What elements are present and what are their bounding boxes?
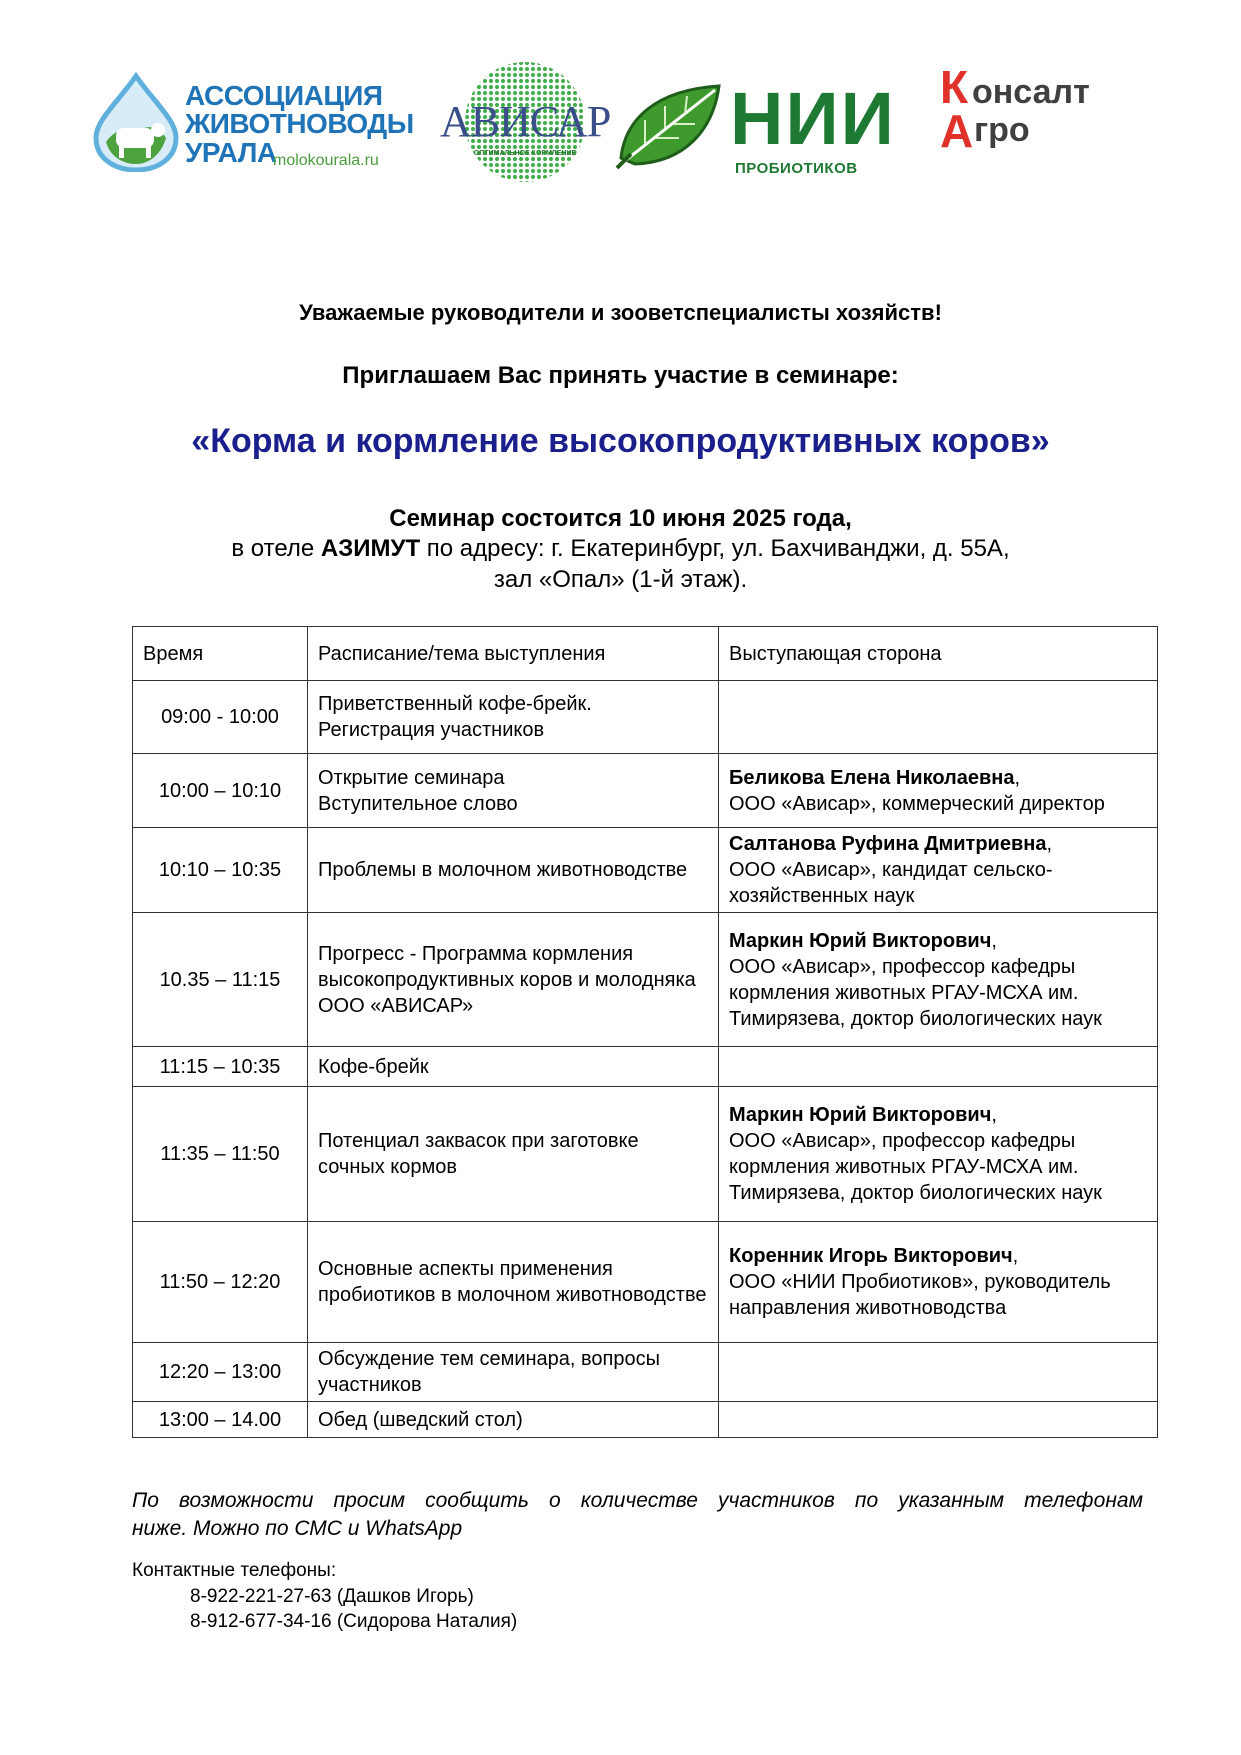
row-topic (308, 754, 719, 828)
avisar-wordmark: АВИСАР (440, 97, 611, 146)
speaker-name: Салтанова Руфина Дмитриевна (729, 833, 1047, 855)
header-speaker: Выступающая сторона (719, 627, 1158, 681)
row-time: 10:10 – 10:35 (133, 828, 308, 913)
table-row (133, 1047, 1158, 1087)
row-speaker (719, 1047, 1158, 1087)
table-row (133, 913, 1158, 1047)
row-topic: Обед (шведский стол) (308, 1402, 719, 1438)
speaker-info: ООО «Ависар», профессор кафедры кормления животных РГАУ-МСХА им. Тимирязева, доктор биологических наук (729, 955, 1102, 1030)
row-topic: Основные аспекты применения пробиотиков в молочном животноводстве (308, 1222, 719, 1343)
speaker-name: Маркин Юрий Викторович (729, 929, 992, 952)
nii-wordmark: НИИ (730, 77, 896, 160)
row-speaker: Коренник Игорь Викторович, ООО «НИИ Пробиотиков», руководитель направления животноводства (719, 1222, 1158, 1343)
association-logo (88, 72, 423, 172)
contact-phone: 8-922-221-27-63 (Дашков Игорь) (190, 1586, 474, 1607)
konsalt-rest: онсалт (972, 73, 1090, 111)
table-row (133, 754, 1158, 828)
topic-line: Вступительное слово (318, 792, 518, 815)
leaf-icon (615, 80, 725, 172)
contact-phone: 8-912-677-34-16 (Сидорова Наталия) (190, 1611, 518, 1632)
table-row (133, 681, 1158, 754)
topic-line: Приветственный кофе-брейк. (318, 693, 592, 715)
topic-line: Регистрация участников (318, 719, 545, 741)
hotel-name: АЗИМУТ (320, 535, 421, 562)
row-speaker (719, 1343, 1158, 1402)
row-topic: Прогресс - Программа кормления высокопродуктивных коров и молодняка ООО «АВИСАР» (308, 913, 719, 1047)
contacts-label: Контактные телефоны: (132, 1560, 337, 1581)
table-row (133, 1402, 1158, 1438)
agro-a: А (940, 105, 974, 157)
seminar-date: Семинар состоится 10 июня 2025 года, (389, 505, 852, 532)
seminar-address (0, 535, 1241, 563)
row-topic: Потенциал заквасок при заготовке сочных кормов (308, 1087, 719, 1222)
rsvp-note (132, 1487, 1143, 1543)
logo-bar (0, 60, 1241, 190)
row-speaker: Маркин Юрий Викторович, ООО «Ависар», профессор кафедры кормления животных РГАУ-МСХА им. Тимирязева, доктор биологических наук (719, 1087, 1158, 1222)
schedule-table (132, 626, 1158, 1438)
speaker-info: ООО «Ависар», кандидат сельско-хозяйственных наук (729, 859, 1053, 907)
table-row (133, 1343, 1158, 1402)
konsalt-k: К (940, 61, 969, 113)
konsalt-agro-logo (940, 61, 1120, 168)
association-line2: ЖИВОТНОВОДЫ (185, 108, 414, 139)
row-time: 13:00 – 14.00 (133, 1402, 308, 1438)
association-line1: АССОЦИАЦИЯ (185, 80, 383, 111)
greeting: Уважаемые руководители и зооветспециалисты хозяйств! (299, 300, 942, 325)
row-topic (308, 681, 719, 754)
agro-rest: гро (974, 111, 1030, 149)
speaker-name: Маркин Юрий Викторович (729, 1104, 992, 1126)
row-time: 11:15 – 10:35 (133, 1047, 308, 1087)
speaker-info: ООО «НИИ Пробиотиков», руководитель направления животноводства (729, 1271, 1111, 1319)
table-row (133, 1087, 1158, 1222)
speaker-name: Беликова Елена Николаевна (729, 766, 1015, 789)
row-time: 10:00 – 10:10 (133, 754, 308, 828)
row-speaker: Беликова Елена Николаевна, ООО «Ависар», коммерческий директор (719, 754, 1158, 828)
header-topic: Расписание/тема выступления (308, 627, 719, 681)
row-time: 11:50 – 12:20 (133, 1222, 308, 1343)
speaker-info: ООО «Ависар», профессор кафедры кормления животных РГАУ-МСХА им. Тимирязева, доктор биологических наук (729, 1130, 1102, 1204)
row-time: 09:00 - 10:00 (133, 681, 308, 754)
table-header-row (133, 627, 1158, 681)
row-speaker: Маркин Юрий Викторович, ООО «Ависар», профессор кафедры кормления животных РГАУ-МСХА им. Тимирязева, доктор биологических наук (719, 913, 1158, 1047)
address-suffix: по адресу: г. Екатеринбург, ул. Бахчиванджи, д. 55А, (420, 535, 1010, 562)
rsvp-note-line2: ниже. Можно по СМС и WhatsApp (132, 1517, 463, 1540)
table-row (133, 828, 1158, 913)
row-time: 12:20 – 13:00 (133, 1343, 308, 1402)
cow-drop-icon (88, 72, 184, 172)
row-speaker (719, 681, 1158, 754)
table-row (133, 1222, 1158, 1343)
avisar-logo (440, 60, 610, 185)
avisar-tagline: ОПТИМАЛЬНОЕ КОРМЛЕНИЕ (473, 150, 577, 157)
row-topic: Проблемы в молочном животноводстве (308, 828, 719, 913)
row-speaker (719, 1402, 1158, 1438)
speaker-name: Коренник Игорь Викторович (729, 1245, 1013, 1267)
speaker-info: ООО «Ависар», коммерческий директор (729, 792, 1105, 815)
row-time: 11:35 – 11:50 (133, 1087, 308, 1222)
association-site: molokourala.ru (273, 152, 379, 169)
address-prefix: в отеле (231, 535, 321, 562)
association-line3: УРАЛА (185, 137, 277, 168)
nii-subtitle: ПРОБИОТИКОВ (735, 160, 858, 177)
row-topic: Обсуждение тем семинара, вопросы участников (308, 1343, 719, 1402)
nii-logo (615, 77, 896, 180)
row-time: 10.35 – 11:15 (133, 913, 308, 1047)
seminar-title: «Корма и кормление высокопродуктивных коров» (191, 422, 1050, 460)
row-topic: Кофе-брейк (308, 1047, 719, 1087)
seminar-hall: зал «Опал» (1-й этаж). (493, 566, 748, 593)
invite-text: Приглашаем Вас принять участие в семинаре: (342, 362, 899, 389)
rsvp-note-line1: По возможности просим сообщить о количестве участников по указанным телефонам (132, 1489, 1143, 1512)
topic-line: Открытие семинара (318, 766, 505, 789)
header-time: Время (133, 627, 308, 681)
row-speaker: Салтанова Руфина Дмитриевна, ООО «Ависар», кандидат сельско-хозяйственных наук (719, 828, 1158, 913)
